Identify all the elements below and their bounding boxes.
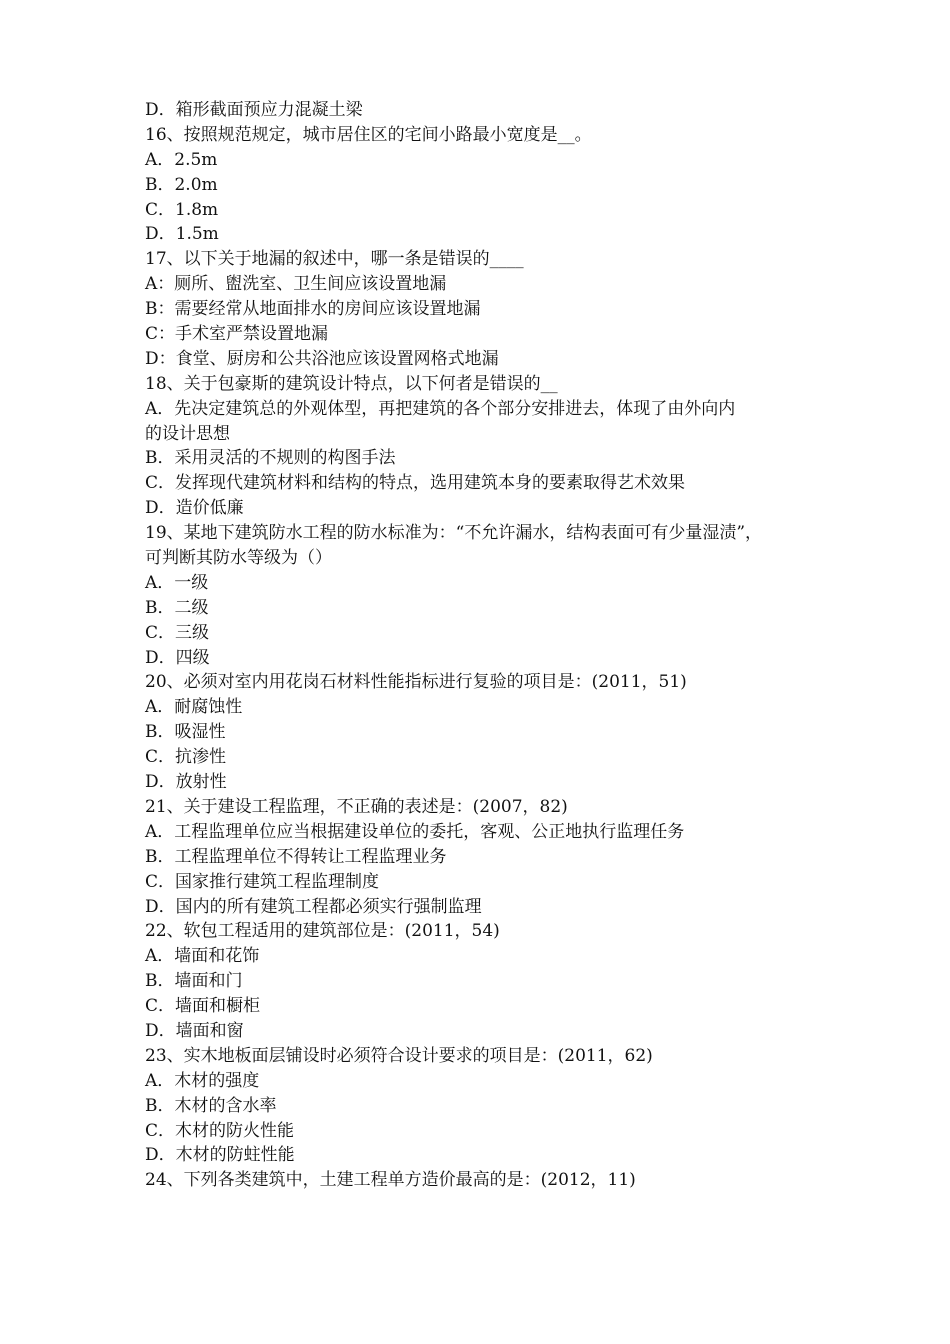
option-line: C：手术室严禁设置地漏: [145, 324, 329, 345]
option-line: D．四级: [145, 647, 210, 668]
option-line: B．二级: [145, 597, 209, 618]
option-line: A．先决定建筑总的外观体型，再把建筑的各个部分安排进去，体现了由外向内: [145, 398, 736, 419]
option-line: D．1.5m: [145, 224, 219, 245]
option-line: D：食堂、厨房和公共浴池应该设置网格式地漏: [145, 348, 499, 369]
option-line: D．木材的防蛀性能: [145, 1145, 295, 1166]
option-line-continuation: 的设计思想: [145, 423, 230, 444]
option-line: C．发挥现代建筑材料和结构的特点，选用建筑本身的要素取得艺术效果: [145, 473, 686, 494]
option-line: C．三级: [145, 622, 210, 643]
document-body: [145, 98, 815, 1193]
option-line: D．箱形截面预应力混凝土梁: [145, 100, 363, 120]
option-line: C．抗渗性: [145, 747, 227, 768]
option-line: B：需要经常从地面排水的房间应该设置地漏: [145, 299, 481, 320]
option-line: A．木材的强度: [145, 1070, 260, 1091]
option-line: A．一级: [145, 572, 209, 593]
question-22: 22、软包工程适用的建筑部位是：(2011，54): [145, 921, 500, 942]
option-line: D．造价低廉: [145, 498, 244, 519]
option-line: A．2.5m: [145, 149, 218, 170]
option-line: D．放射性: [145, 772, 227, 793]
question-18: 18、关于包豪斯的建筑设计特点，以下何者是错误的__: [145, 373, 558, 394]
option-line: C．1.8m: [145, 199, 219, 220]
option-line: B．吸湿性: [145, 722, 226, 743]
option-line: B．采用灵活的不规则的构图手法: [145, 448, 396, 469]
question-19: 19、某地下建筑防水工程的防水标准为：“不允许漏水，结构表面可有少量湿渍”，: [145, 523, 763, 544]
option-line: B．木材的含水率: [145, 1095, 277, 1116]
option-line: D．国内的所有建筑工程都必须实行强制监理: [145, 896, 482, 917]
option-line: A．墙面和花饰: [145, 946, 260, 967]
option-line: C．木材的防火性能: [145, 1120, 295, 1141]
question-20: 20、必须对室内用花岗石材料性能指标进行复验的项目是：(2011，51): [145, 672, 687, 693]
question-17: 17、以下关于地漏的叙述中，哪一条是错误的____: [145, 249, 524, 270]
option-line: B．2.0m: [145, 174, 218, 195]
option-line: B．工程监理单位不得转让工程监理业务: [145, 846, 447, 867]
option-line: C．国家推行建筑工程监理制度: [145, 871, 380, 892]
option-line: A．耐腐蚀性: [145, 697, 243, 718]
question-23: 23、实木地板面层铺设时必须符合设计要求的项目是：(2011，62): [145, 1045, 653, 1066]
option-line: D．墙面和窗: [145, 1020, 244, 1041]
question-21: 21、关于建设工程监理，不正确的表述是：(2007，82): [145, 796, 568, 817]
option-line: C．墙面和橱柜: [145, 996, 261, 1017]
option-line: A．工程监理单位应当根据建设单位的委托，客观、公正地执行监理任务: [145, 821, 685, 842]
question-16: 16、按照规范规定，城市居住区的宅间小路最小宽度是__。: [145, 124, 592, 145]
question-24: 24、下列各类建筑中，土建工程单方造价最高的是：(2012，11): [145, 1170, 636, 1191]
option-line: A：厕所、盥洗室、卫生间应该设置地漏: [145, 274, 447, 295]
question-19-continuation: 可判断其防水等级为（）: [145, 548, 332, 569]
option-line: B．墙面和门: [145, 971, 243, 992]
